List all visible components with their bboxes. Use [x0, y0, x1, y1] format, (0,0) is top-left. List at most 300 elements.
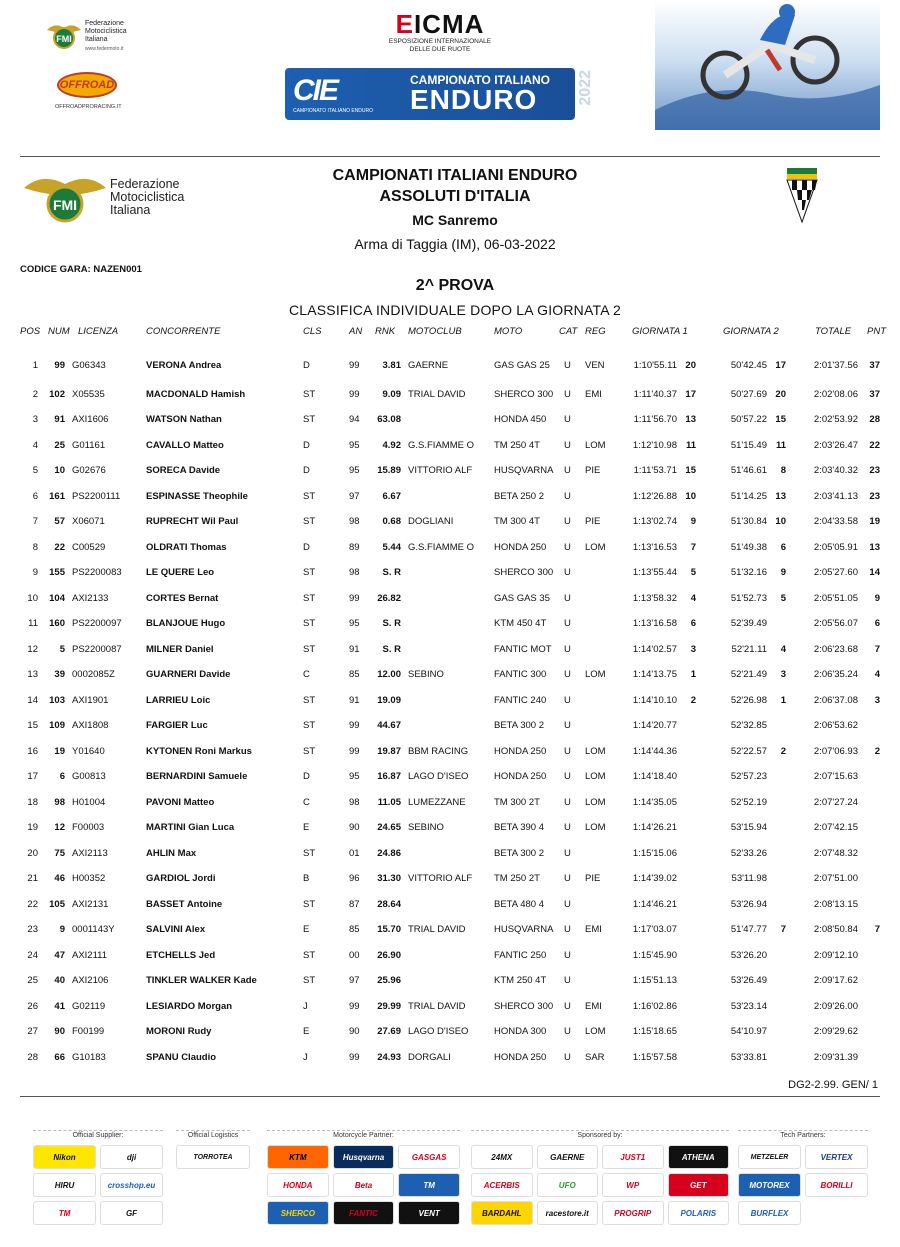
cell-mc: LAGO D'ISEO	[408, 1026, 469, 1037]
sponsor-logo-vertex: VERTEX	[805, 1145, 868, 1169]
cell-pnt: 7	[874, 644, 880, 655]
fmi-small-logo	[45, 18, 175, 58]
cell-g2p: 4	[780, 644, 786, 655]
table-row	[0, 975, 900, 987]
cell-moto: FANTIC 240	[494, 695, 547, 706]
cell-tot: 2:03'41.13	[813, 491, 858, 502]
cell-cls: D	[303, 465, 310, 476]
cell-g1p: 20	[685, 360, 696, 371]
cell-g2: 51'46.61	[730, 465, 767, 476]
cell-cat: U	[564, 360, 571, 371]
col-giornata1: GIORNATA 1	[632, 326, 688, 337]
cell-an: 00	[349, 950, 360, 961]
cell-cls: ST	[303, 695, 316, 706]
svg-text:FMI: FMI	[52, 197, 78, 213]
cell-g2: 51'15.49	[730, 440, 767, 451]
sponsor-group-title: Motorcycle Partner:	[267, 1130, 460, 1142]
cell-num: 155	[49, 567, 65, 578]
cell-reg: LOM	[585, 822, 606, 833]
cell-cat: U	[564, 1001, 571, 1012]
cell-tot: 2:08'13.15	[813, 899, 858, 910]
cell-an: 90	[349, 822, 360, 833]
sponsor-logo-honda: HONDA	[267, 1173, 329, 1197]
cell-name: PAVONI Matteo	[146, 797, 215, 808]
cell-name: BERNARDINI Samuele	[146, 771, 248, 782]
cell-tot: 2:02'08.06	[813, 389, 858, 400]
cell-lic: C00529	[72, 542, 106, 553]
svg-text:FMI: FMI	[56, 34, 72, 44]
cell-pos: 21	[27, 873, 38, 884]
page-reference: DG2-2.99. GEN/ 1	[788, 1079, 878, 1091]
cell-an: 90	[349, 1026, 360, 1037]
cell-pos: 3	[32, 414, 38, 425]
cell-rnk: 3.81	[382, 360, 401, 371]
cell-moto: SHERCO 300	[494, 1001, 554, 1012]
cie-logo-sub: CAMPIONATO ITALIANO ENDURO	[293, 108, 374, 114]
cell-num: 47	[54, 950, 65, 961]
cell-g1: 1:11'53.71	[633, 465, 677, 476]
cell-cat: U	[564, 873, 571, 884]
cell-g2: 51'49.38	[730, 542, 767, 553]
cell-num: 5	[59, 644, 65, 655]
sponsor-logo-motorex: MOTOREX	[738, 1173, 801, 1197]
sponsor-logo-borilli: BORILLI	[805, 1173, 868, 1197]
cell-g2p: 8	[780, 465, 786, 476]
sponsor-group-tech-partners	[738, 1130, 868, 1225]
cell-num: 75	[54, 848, 65, 859]
fmi-line1: Federazione	[110, 177, 180, 191]
cell-cls: D	[303, 360, 310, 371]
cell-num: 57	[54, 516, 65, 527]
cell-rnk: 26.90	[377, 950, 401, 961]
cell-pnt: 28	[869, 414, 880, 425]
cell-cls: E	[303, 822, 310, 833]
cell-name: LE QUERE Leo	[146, 567, 215, 578]
cell-pnt: 23	[869, 491, 880, 502]
cell-pos: 27	[27, 1026, 38, 1037]
cell-moto: BETA 300 2	[494, 848, 544, 859]
cell-num: 19	[54, 746, 65, 757]
cell-mc: SEBINO	[408, 669, 444, 680]
cell-pnt: 23	[869, 465, 880, 476]
cell-lic: G00813	[72, 771, 106, 782]
cell-g1: 1:14'46.21	[632, 899, 677, 910]
cell-cls: B	[303, 873, 310, 884]
cell-rnk: 24.86	[377, 848, 401, 859]
cell-cls: J	[303, 1001, 308, 1012]
cell-name: LESIARDO Morgan	[146, 1001, 233, 1012]
col-concorrente: CONCORRENTE	[146, 326, 221, 337]
cell-pos: 7	[32, 516, 38, 527]
cell-pos: 23	[27, 924, 38, 935]
cell-an: 91	[349, 695, 360, 706]
cell-cat: U	[564, 1052, 571, 1063]
cell-cat: U	[564, 975, 571, 986]
cell-mc: VITTORIO ALF	[408, 465, 473, 476]
cell-an: 98	[349, 797, 360, 808]
cell-cat: U	[564, 516, 571, 527]
cell-cat: U	[564, 771, 571, 782]
cell-tot: 2:07'06.93	[813, 746, 858, 757]
cell-moto: BETA 250 2	[494, 491, 544, 502]
cell-tot: 2:03'26.47	[813, 440, 858, 451]
title-block	[200, 165, 710, 255]
cell-num: 99	[54, 360, 65, 371]
cell-reg: LOM	[585, 440, 606, 451]
cell-an: 85	[349, 669, 360, 680]
table-row	[0, 924, 900, 936]
sponsor-group-motorcycle-partner	[267, 1130, 460, 1225]
cell-lic: 0002085Z	[72, 669, 115, 680]
table-row	[0, 542, 900, 554]
cell-cls: ST	[303, 975, 316, 986]
cell-g1: 1:14'18.40	[632, 771, 677, 782]
col-totale: TOTALE	[815, 326, 852, 337]
cell-tot: 2:06'53.62	[813, 720, 858, 731]
cell-an: 96	[349, 873, 360, 884]
table-row	[0, 720, 900, 732]
cell-an: 95	[349, 465, 360, 476]
cell-pos: 2	[32, 389, 38, 400]
cell-pos: 25	[27, 975, 38, 986]
cell-g1: 1:14'02.57	[632, 644, 677, 655]
cell-g1: 1:14'35.05	[632, 797, 677, 808]
cell-reg: EMI	[585, 924, 602, 935]
cell-rnk: 15.89	[377, 465, 401, 476]
cell-moto: HUSQVARNA	[494, 465, 554, 476]
table-row	[0, 1052, 900, 1064]
cell-lic: AXI2111	[72, 950, 108, 961]
cell-g2p: 1	[780, 695, 786, 706]
cell-cat: U	[564, 414, 571, 425]
cell-cls: ST	[303, 414, 316, 425]
cell-num: 98	[54, 797, 65, 808]
checkered-flag-icon	[785, 168, 819, 224]
cell-reg: VEN	[585, 360, 605, 371]
cell-tot: 2:07'27.24	[813, 797, 858, 808]
table-row	[0, 848, 900, 860]
cell-tot: 2:02'53.92	[813, 414, 858, 425]
cell-mc: DORGALI	[408, 1052, 451, 1063]
eicma-sub1: ESPOSIZIONE INTERNAZIONALE	[388, 38, 492, 45]
cell-cls: ST	[303, 899, 316, 910]
footer-rule	[20, 1096, 880, 1097]
cell-tot: 2:01'37.56	[813, 360, 858, 371]
cell-lic: AXI1606	[72, 414, 109, 425]
sponsor-logo-athena: ATHENA	[668, 1145, 730, 1169]
cell-cat: U	[564, 669, 571, 680]
cell-g1p: 15	[685, 465, 696, 476]
cell-cat: U	[564, 542, 571, 553]
cell-g1: 1:11'56.70	[633, 414, 677, 425]
table-row	[0, 567, 900, 579]
cell-reg: PIE	[585, 516, 601, 527]
sponsor-logo-racestore: racestore.it	[537, 1201, 599, 1225]
cell-num: 103	[49, 695, 65, 706]
col-reg: REG	[585, 326, 606, 337]
cell-rnk: 6.67	[382, 491, 401, 502]
cell-cat: U	[564, 848, 571, 859]
cell-mc: GAERNE	[408, 360, 449, 371]
cell-g2: 52'39.49	[730, 618, 767, 629]
cell-cat: U	[564, 465, 571, 476]
cell-rnk: 11.05	[377, 797, 401, 808]
cell-g1: 1:15'51.13	[632, 975, 677, 986]
cell-g2: 52'22.57	[730, 746, 767, 757]
cell-pos: 12	[27, 644, 38, 655]
cell-g2: 53'26.49	[730, 975, 767, 986]
cell-name: VERONA Andrea	[146, 360, 222, 371]
cell-name: GUARNERI Davide	[146, 669, 231, 680]
cell-lic: X06071	[72, 516, 105, 527]
cell-name: KYTONEN Roni Markus	[146, 746, 252, 757]
cell-num: 104	[49, 593, 65, 604]
cell-g1p: 13	[685, 414, 696, 425]
cell-pos: 18	[27, 797, 38, 808]
cell-cat: U	[564, 746, 571, 757]
cell-moto: HONDA 250	[494, 771, 547, 782]
cell-cls: ST	[303, 848, 316, 859]
cell-tot: 2:04'33.58	[813, 516, 858, 527]
cell-cls: ST	[303, 746, 316, 757]
cell-cat: U	[564, 1026, 571, 1037]
table-header	[0, 326, 900, 340]
cell-lic: G02676	[72, 465, 106, 476]
cell-rnk: 44.67	[377, 720, 401, 731]
cell-g2p: 5	[780, 593, 786, 604]
table-row	[0, 440, 900, 452]
col-cat: CAT	[559, 326, 578, 337]
cell-name: WATSON Nathan	[146, 414, 222, 425]
cell-moto: HONDA 250	[494, 1052, 547, 1063]
cell-tot: 2:05'27.60	[813, 567, 858, 578]
fmi-small-line2: Motociclistica	[85, 28, 127, 35]
cell-g2: 52'21.11	[731, 644, 767, 655]
cell-cat: U	[564, 720, 571, 731]
cell-g1: 1:13'16.58	[632, 618, 677, 629]
cell-an: 89	[349, 542, 360, 553]
cell-rnk: 16.87	[377, 771, 401, 782]
sponsor-logo-polaris: POLARIS	[668, 1201, 730, 1225]
cell-pos: 4	[32, 440, 38, 451]
cell-lic: G06343	[72, 360, 106, 371]
col-moto: MOTO	[494, 326, 523, 337]
cell-pos: 13	[27, 669, 38, 680]
prova-title: 2^ PROVA	[415, 277, 495, 294]
sponsor-logo-hiru: HIRU	[33, 1173, 96, 1197]
cell-lic: AXI2106	[72, 975, 109, 986]
cell-lic: AXI1808	[72, 720, 109, 731]
cell-moto: TM 250 2T	[494, 873, 540, 884]
cell-name: MARTINI Gian Luca	[146, 822, 235, 833]
cell-cls: E	[303, 924, 310, 935]
cell-an: 98	[349, 567, 360, 578]
table-row	[0, 389, 900, 401]
cell-cls: ST	[303, 618, 316, 629]
cell-pos: 5	[32, 465, 38, 476]
cell-g2p: 13	[775, 491, 786, 502]
col-num: NUM	[48, 326, 70, 337]
cell-lic: PS2200111	[72, 491, 121, 502]
cell-cls: ST	[303, 389, 316, 400]
cell-name: MILNER Daniel	[146, 644, 214, 655]
cell-g1: 1:14'44.36	[632, 746, 677, 757]
sponsor-logo-sherco: SHERCO	[267, 1201, 329, 1225]
cell-cls: C	[303, 669, 310, 680]
cell-cls: ST	[303, 950, 316, 961]
cell-num: 9	[59, 924, 65, 935]
cell-tot: 2:08'50.84	[813, 924, 858, 935]
cell-pnt: 2	[874, 746, 880, 757]
sponsor-logo-wp: WP	[602, 1173, 664, 1197]
cell-mc: TRIAL DAVID	[408, 389, 466, 400]
codice-gara: CODICE GARA: NAZEN001	[20, 264, 142, 275]
cell-tot: 2:06'23.68	[813, 644, 858, 655]
sponsor-logo-dji: dji	[100, 1145, 163, 1169]
sponsor-group-title: Tech Partners:	[738, 1130, 868, 1142]
cell-pos: 22	[27, 899, 38, 910]
table-row	[0, 618, 900, 630]
cell-an: 91	[349, 644, 360, 655]
cell-moto: HUSQVARNA	[494, 924, 554, 935]
cell-g1: 1:11'40.37	[633, 389, 677, 400]
cell-cls: J	[303, 1052, 308, 1063]
cell-cls: ST	[303, 491, 316, 502]
sponsor-logo-torrotea: TORROTEA	[176, 1145, 250, 1169]
cell-name: SALVINI Alex	[146, 924, 206, 935]
cell-g2: 50'27.69	[730, 389, 767, 400]
sponsor-logo-gaerne: GAERNE	[537, 1145, 599, 1169]
cell-g2p: 3	[780, 669, 786, 680]
fmi-small-url: www.federmoto.it	[85, 46, 124, 52]
cell-lic: AXI2113	[72, 848, 108, 859]
cell-cat: U	[564, 593, 571, 604]
cell-num: 10	[54, 465, 65, 476]
cell-g1: 1:15'45.90	[632, 950, 677, 961]
cell-tot: 2:09'29.62	[813, 1026, 858, 1037]
sponsor-logo-crosshop: crosshop.eu	[100, 1173, 163, 1197]
cell-pnt: 4	[874, 669, 880, 680]
cell-name: CORTES Bernat	[146, 593, 219, 604]
place-date: Arma di Taggia (IM), 06-03-2022	[354, 236, 556, 252]
cell-num: 102	[49, 389, 65, 400]
cell-moto: TM 300 2T	[494, 797, 540, 808]
cell-moto: BETA 390 4	[494, 822, 544, 833]
cell-moto: SHERCO 300	[494, 567, 554, 578]
cell-num: 161	[49, 491, 65, 502]
cell-name: BLANJOUE Hugo	[146, 618, 226, 629]
cell-moto: KTM 450 4T	[494, 618, 547, 629]
sponsor-logo-metzeler: METZELER	[738, 1145, 801, 1169]
cell-name: SORECA Davide	[146, 465, 221, 476]
eicma-brand: EICMA	[395, 9, 485, 39]
cell-num: 6	[59, 771, 65, 782]
cell-lic: Y01640	[72, 746, 105, 757]
cell-moto: TM 250 4T	[494, 440, 540, 451]
cell-lic: G10183	[72, 1052, 106, 1063]
cell-g1: 1:13'58.32	[632, 593, 677, 604]
table-row	[0, 797, 900, 809]
cell-cat: U	[564, 924, 571, 935]
cie-banner	[285, 68, 594, 120]
cell-tot: 2:09'26.00	[813, 1001, 858, 1012]
cell-g1: 1:15'15.06	[632, 848, 677, 859]
cell-cat: U	[564, 389, 571, 400]
cell-num: 105	[49, 899, 65, 910]
col-cls: CLS	[303, 326, 322, 337]
cell-g1: 1:12'26.88	[632, 491, 677, 502]
cell-tot: 2:09'12.10	[813, 950, 858, 961]
title-line2: ASSOLUTI D'ITALIA	[379, 188, 531, 205]
cell-lic: PS2200097	[72, 618, 122, 629]
sponsor-logo-acerbis: ACERBIS	[471, 1173, 533, 1197]
cell-pos: 17	[27, 771, 38, 782]
cell-tot: 2:05'05.91	[813, 542, 858, 553]
cell-rnk: 19.09	[377, 695, 401, 706]
cell-num: 22	[54, 542, 65, 553]
cell-cls: ST	[303, 567, 316, 578]
cell-tot: 2:09'17.62	[813, 975, 858, 986]
cell-g2: 51'30.84	[730, 516, 767, 527]
table-row	[0, 950, 900, 962]
cell-g1: 1:14'13.75	[632, 669, 677, 680]
cell-rnk: 27.69	[377, 1026, 401, 1037]
cell-g1p: 5	[690, 567, 696, 578]
col-rnk: RNK	[375, 326, 396, 337]
cell-an: 99	[349, 360, 360, 371]
table-row	[0, 491, 900, 503]
sponsor-logo-husqvarna: Husqvarna	[333, 1145, 395, 1169]
cell-cls: ST	[303, 516, 316, 527]
cie-title2: ENDURO	[410, 84, 538, 115]
col-pnt: PNT	[867, 326, 886, 337]
cell-g2: 52'32.85	[730, 720, 767, 731]
sponsor-logo-nikon: Nikon	[33, 1145, 96, 1169]
cell-pnt: 9	[874, 593, 880, 604]
cell-cls: C	[303, 797, 310, 808]
col-licenza: LICENZA	[78, 326, 119, 337]
cell-reg: LOM	[585, 746, 606, 757]
cell-pnt: 7	[874, 924, 880, 935]
offroad-badge: OFFROAD	[57, 72, 117, 98]
col-an: AN	[349, 326, 363, 337]
cell-moto: BETA 300 2	[494, 720, 544, 731]
cell-g1p: 1	[690, 669, 696, 680]
sponsor-logo-vent: VENT	[398, 1201, 460, 1225]
table-row	[0, 669, 900, 681]
cell-lic: H01004	[72, 797, 106, 808]
sponsor-group-official-logistics	[176, 1130, 250, 1169]
cell-moto: HONDA 450	[494, 414, 547, 425]
table-row	[0, 644, 900, 656]
cell-pnt: 19	[869, 516, 880, 527]
cell-name: BASSET Antoine	[146, 899, 223, 910]
cell-g2: 51'47.77	[730, 924, 767, 935]
cell-lic: AXI1901	[72, 695, 109, 706]
table-row	[0, 822, 900, 834]
cell-cls: D	[303, 542, 310, 553]
cell-moto: HONDA 250	[494, 542, 547, 553]
cell-g1: 1:13'16.53	[632, 542, 677, 553]
cell-moto: BETA 480 4	[494, 899, 544, 910]
cell-cat: U	[564, 950, 571, 961]
cell-g2: 53'23.14	[730, 1001, 767, 1012]
cell-g2: 53'26.94	[730, 899, 767, 910]
cell-rnk: 9.09	[382, 389, 401, 400]
cell-moto: GAS GAS 25	[494, 360, 550, 371]
cell-g2: 52'52.19	[730, 797, 767, 808]
cell-num: 66	[54, 1052, 65, 1063]
